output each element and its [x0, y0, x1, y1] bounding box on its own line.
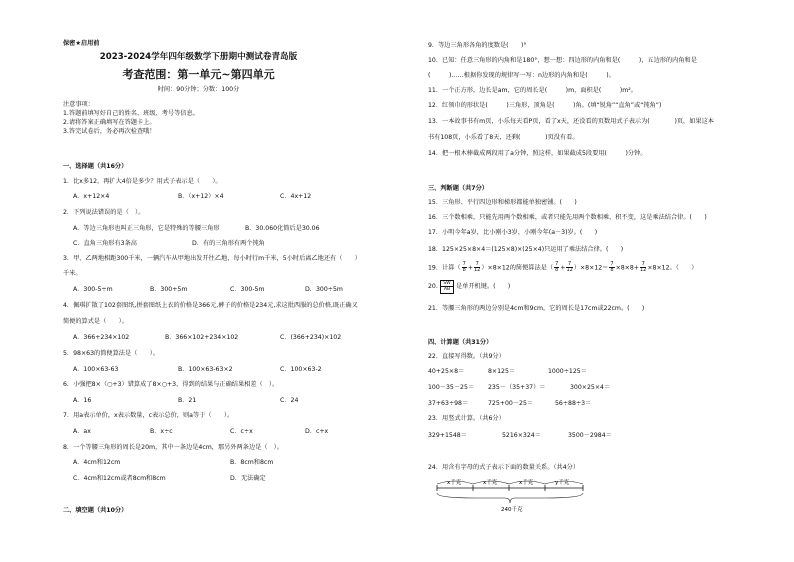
q8-option-a[interactable]: A．4cm和12cm [73, 459, 121, 466]
judge-19-tail: ×8×12。（ ） [647, 264, 698, 272]
key-label-top: SW [443, 281, 451, 286]
q3-option-d[interactable]: D．300÷5m [305, 286, 343, 293]
q2-option-d[interactable]: D．有的三角形有两个钝角 [192, 240, 265, 247]
fraction: $\frac{7}{12}$ [566, 261, 573, 273]
diagram-label: x千克 [483, 480, 498, 486]
judge-16: 16．三个数相乘，只能先用两个数相乘，或者只能先用两个数相乘，积不变，这是乘法结合律。( ) [428, 214, 707, 221]
question-1: 1．比x多12，再扩大4倍是多少？用式子表示是（ ）。 [63, 178, 222, 185]
notes-title: 注意事项： [63, 101, 94, 108]
question-10-line1: 10．已知：任意三角形的内角和是180°，想一想：四边形的内角和是( )，五边形的内角和是 [428, 57, 697, 64]
q7-option-a[interactable]: A．ax [73, 428, 91, 435]
judge-20: 是单开机键。( ) [456, 283, 511, 290]
question-14: 14．把一根木棒截成两段用了a分钟，照这样，如果截成5段要用( )分钟。 [428, 150, 647, 157]
q1-option-c[interactable]: C．4x+12 [280, 193, 312, 200]
question-3-line2: 千米。 [63, 270, 82, 277]
q3-option-a[interactable]: A．300-5÷m [73, 286, 113, 293]
q1-option-a[interactable]: A．x+12×4 [73, 193, 110, 200]
exam-title: 2023-2024学年四年级数学下册期中测试卷青岛版 [99, 52, 298, 62]
question-2: 2．下列说法错误的是（ ）。 [63, 209, 145, 216]
q8-option-c[interactable]: C．4cm和12cm或者8cm和8cm [73, 475, 166, 482]
judge-15: 15．三角形、平行四边形和梯形都能单独密铺。( ) [428, 199, 577, 206]
question-4-line1: 4．佩琪扩散了102套图纸,拼套图纸上衣的价格是366元,裤子的价格是234元,求这批西服的总价格,既正确又 [63, 302, 358, 309]
secret-label: 保密★启用前 [63, 40, 100, 47]
question-13-line2: 书有108页，小乐看了8天，还剩( )页没有看。 [428, 134, 579, 141]
question-6: 6．小强把8×（○+3）错算成了8×○+3，得到的结果与正确结果相差（ ）。 [63, 381, 279, 388]
q2-option-c[interactable]: C．直角三角形有3条高 [73, 240, 137, 247]
q6-option-b[interactable]: B．21 [178, 397, 197, 404]
q3-option-c[interactable]: C．300-5m [230, 286, 265, 293]
judge-20-num: 20． [428, 283, 443, 290]
judge-19-prefix: 19．计算（ [428, 264, 461, 272]
judge-18: 18．125×25×8×4＝(125×8)×(25×4)只运用了乘法结合律。( ) [428, 246, 624, 253]
judge-21: 21．等腰三角形的两边分别是4cm和9cm，它的周长是17cm或22cm。( ) [428, 305, 645, 312]
q8-option-b[interactable]: B．8cm和8cm [230, 459, 274, 466]
segment-diagram-svg [435, 476, 585, 516]
calc-22-item: 100－35－25＝ [428, 384, 475, 391]
question-8: 8．一个等腰三角形的周长是20m，其中一条边是4cm，那另外两条边是（ ）。 [63, 444, 283, 451]
fraction: $\frac{7}{12}$ [474, 261, 481, 273]
q5-option-a[interactable]: A．100×63-63 [73, 366, 119, 373]
q6-option-c[interactable]: C．24 [280, 397, 299, 404]
calc-22-item: 235－（35+37）＝ [488, 384, 546, 391]
q2-option-a[interactable]: A．等边三角形也叫正三角形，它是特殊的等腰三角形 [73, 225, 220, 232]
question-10-line2: ( )……根据你发现的规律写一写：n边形的内角和是( )。 [428, 72, 615, 79]
key-label-bottom: AB [441, 286, 453, 292]
q7-option-c[interactable]: C．c÷x [230, 428, 253, 435]
note-item: 1.答题前填写好自己的姓名、班级、考号等信息。 [63, 110, 199, 117]
calc-22-item: 56÷88÷3＝ [555, 400, 592, 407]
q1-option-b[interactable]: B．（x+12）×4 [178, 193, 224, 200]
q5-option-b[interactable]: B．100×63-63×2 [178, 366, 233, 373]
q7-option-b[interactable]: B．x÷c [150, 428, 173, 435]
question-11: 11．一个正方形，边长是am，它的周长是( )m，面积是( )m²。 [428, 87, 637, 94]
calc-23-item: 5216×324＝ [502, 432, 541, 439]
calc-22-item: 8×125＝ [488, 368, 516, 375]
calc-24-title: 24．用含有字母的式子表示下面的数量关系。（共4分） [428, 464, 580, 471]
time-score: 时间：90分钟；分数：100分 [157, 86, 240, 93]
question-3-line1: 3．甲、乙两地相距300千米，一辆汽车从甲地出发开往乙地，每小时行m千米，5小时后离乙地还有（ ） [63, 255, 361, 262]
calc-22-title: 22．直接写得数。（共9分） [428, 353, 505, 360]
section-choice-title: 一、选择题（共16分） [63, 163, 128, 170]
judge-19-mid: ）×8×12的简便算法是（ [481, 264, 554, 272]
question-7: 7．用a表示单价，x表示数量，c表示总价，则a等于（ ）。 [63, 412, 234, 419]
question-4-line2: 简便的算式是（ ）。 [63, 318, 128, 325]
q4-option-a[interactable]: A．366+234×102 [73, 334, 130, 341]
judge-19: 19．计算（ $\frac{7}{8}$ + $\frac{7}{12}$ ）×8×12的简便算法是（ $\frac{7}{8}$ + $\frac{7}{12}$ ）×8×12＝ $\frac{7}{8}$ ×8×8+ $\frac{7}{12}$ ×8×12。（ ） [428, 261, 698, 273]
q8-option-d[interactable]: D．无法确定 [230, 475, 266, 482]
section-fill-title: 二、填空题（共10分） [63, 507, 128, 514]
calc-22-item: 1000÷125＝ [548, 368, 587, 375]
note-item: 3.答完试卷后，务必再次检查哦！ [63, 128, 156, 135]
q4-option-c[interactable]: C．(366+234)×102 [280, 334, 342, 341]
exam-subtitle: 考查范围：第一单元~第四单元 [122, 68, 275, 81]
q5-option-c[interactable]: C．100×63-2 [280, 366, 322, 373]
diagram-label: x千克 [519, 480, 534, 486]
calc-22-item: 37+63÷98＝ [428, 400, 469, 407]
q6-option-a[interactable]: A．16 [73, 397, 92, 404]
calc-22-item: 40+25×8＝ [428, 368, 465, 375]
calc-22-item: 725+00－25＝ [488, 400, 534, 407]
fraction: $\frac{7}{12}$ [640, 261, 647, 273]
q3-option-b[interactable]: B．300+5m [150, 286, 188, 293]
diagram-total-label: 240千克 [501, 507, 523, 513]
question-12: 12．红领巾的形状是( )三角形，顶角是( )角。(填“锐角”“直角”或“钝角”) [428, 102, 662, 109]
calculator-key-icon [440, 280, 454, 294]
question-5: 5．98×63的简便算法是（ ）。 [63, 350, 160, 357]
question-9: 9．等边三角形各角的度数是( )° [428, 42, 527, 49]
fraction: $\frac{7}{8}$ [610, 261, 614, 273]
fraction: $\frac{7}{8}$ [555, 261, 559, 273]
section-calc-title: 四、计算题（共31分） [428, 339, 493, 346]
calc-23-title: 23．用竖式计算。（共6分） [428, 415, 505, 422]
diagram-brace-bottom [437, 493, 583, 503]
calc-23-item: 3500－2984＝ [568, 432, 612, 439]
question-13-line1: 13．一本故事书有m页，小乐每天看P页，看了x天，还没看的页数用式子表示为( )页，如果这本 [428, 118, 714, 125]
diagram-label: x千克 [447, 480, 462, 486]
diagram-label: y千克 [555, 480, 570, 486]
q4-option-b[interactable]: B．366×102+234×102 [165, 334, 239, 341]
judge-17: 17．小明今年a岁，比小刚小3岁，小刚今年(a－3)岁。( ) [428, 229, 598, 236]
calc-23-item: 329+1548＝ [428, 432, 467, 439]
judge-19-suffix: ）×8×12＝ [573, 264, 609, 272]
fraction: $\frac{7}{8}$ [462, 261, 466, 273]
segment-diagram [435, 476, 585, 516]
q2-option-b[interactable]: B．30.060化简后是30.06 [245, 225, 320, 232]
calc-22-item: 300×25×4＝ [570, 384, 611, 391]
q7-option-d[interactable]: D．c+x [305, 428, 329, 435]
section-judge-title: 三、判断题（共7分） [428, 185, 488, 192]
note-item: 2.请将答案正确填写在答题卡上。 [63, 119, 156, 126]
